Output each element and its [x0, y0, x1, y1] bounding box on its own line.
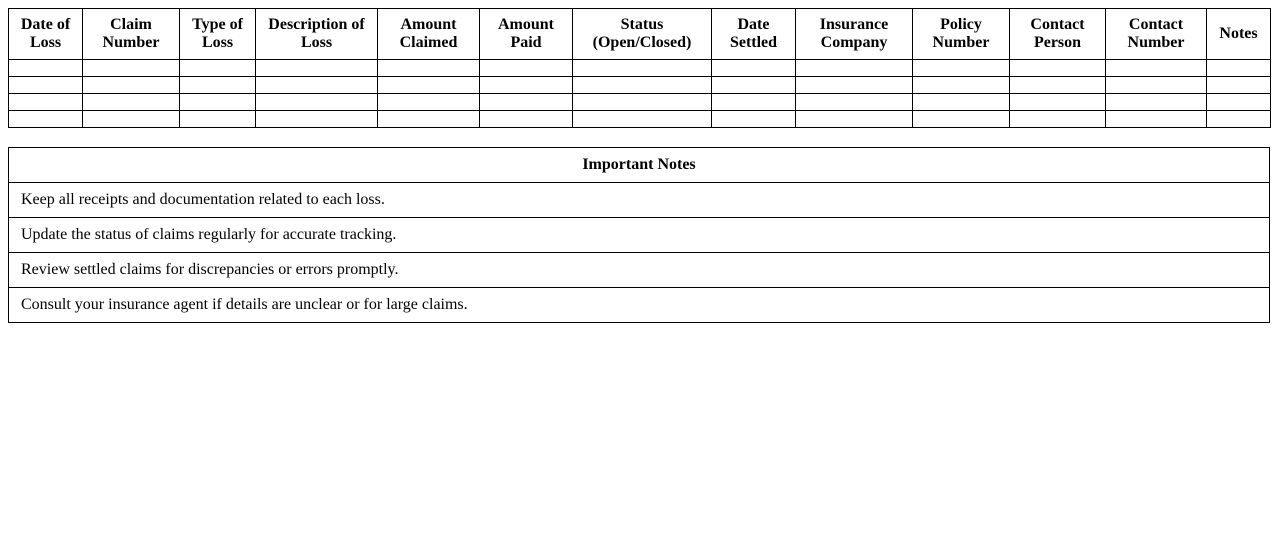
table-cell[interactable] [83, 94, 180, 111]
notes-title: Important Notes [9, 148, 1270, 183]
table-cell[interactable] [180, 94, 256, 111]
table-cell[interactable] [480, 94, 573, 111]
table-cell[interactable] [712, 77, 796, 94]
table-cell[interactable] [913, 94, 1010, 111]
important-notes-table [8, 147, 1270, 323]
table-cell[interactable] [180, 111, 256, 128]
table-cell[interactable] [1207, 60, 1271, 77]
table-cell[interactable] [1010, 111, 1106, 128]
note-item: Review settled claims for discrepancies or errors promptly. [9, 253, 1270, 288]
table-cell[interactable] [573, 111, 712, 128]
table-cell[interactable] [1106, 111, 1207, 128]
table-cell[interactable] [83, 60, 180, 77]
header-status: Status (Open/Closed) [573, 9, 712, 60]
table-cell[interactable] [480, 60, 573, 77]
notes-row [9, 253, 1270, 288]
header-date-settled: Date Settled [712, 9, 796, 60]
table-row [9, 60, 1271, 77]
header-contact-person: Contact Person [1010, 9, 1106, 60]
table-cell[interactable] [480, 111, 573, 128]
table-cell[interactable] [1010, 94, 1106, 111]
table-cell[interactable] [913, 60, 1010, 77]
table-cell[interactable] [378, 60, 480, 77]
table-cell[interactable] [1106, 60, 1207, 77]
table-cell[interactable] [573, 77, 712, 94]
header-contact-number: Contact Number [1106, 9, 1207, 60]
header-claim-number: Claim Number [83, 9, 180, 60]
table-cell[interactable] [256, 111, 378, 128]
table-cell[interactable] [9, 60, 83, 77]
table-cell[interactable] [573, 94, 712, 111]
table-cell[interactable] [256, 60, 378, 77]
header-amount-paid: Amount Paid [480, 9, 573, 60]
claims-header-row [9, 9, 1271, 60]
table-cell[interactable] [1010, 60, 1106, 77]
table-row [9, 94, 1271, 111]
table-cell[interactable] [1207, 77, 1271, 94]
table-cell[interactable] [712, 94, 796, 111]
header-insurance-company: Insurance Company [796, 9, 913, 60]
table-cell[interactable] [796, 94, 913, 111]
table-cell[interactable] [1207, 111, 1271, 128]
table-cell[interactable] [83, 111, 180, 128]
table-cell[interactable] [712, 60, 796, 77]
note-item: Update the status of claims regularly for accurate tracking. [9, 218, 1270, 253]
header-notes: Notes [1207, 9, 1271, 60]
table-cell[interactable] [378, 94, 480, 111]
table-cell[interactable] [83, 77, 180, 94]
table-cell[interactable] [913, 77, 1010, 94]
table-cell[interactable] [256, 77, 378, 94]
table-cell[interactable] [796, 111, 913, 128]
table-cell[interactable] [256, 94, 378, 111]
table-cell[interactable] [9, 111, 83, 128]
table-cell[interactable] [9, 94, 83, 111]
table-cell[interactable] [9, 77, 83, 94]
table-cell[interactable] [378, 111, 480, 128]
table-cell[interactable] [378, 77, 480, 94]
table-cell[interactable] [1106, 94, 1207, 111]
table-cell[interactable] [712, 111, 796, 128]
notes-row [9, 218, 1270, 253]
table-cell[interactable] [1010, 77, 1106, 94]
table-row [9, 77, 1271, 94]
table-cell[interactable] [796, 60, 913, 77]
header-amount-claimed: Amount Claimed [378, 9, 480, 60]
claims-body [9, 60, 1271, 128]
notes-header-row [9, 148, 1270, 183]
table-cell[interactable] [1207, 94, 1271, 111]
note-item: Keep all receipts and documentation related to each loss. [9, 183, 1270, 218]
table-cell[interactable] [573, 60, 712, 77]
header-description-of-loss: Description of Loss [256, 9, 378, 60]
header-policy-number: Policy Number [913, 9, 1010, 60]
claims-table [8, 8, 1271, 128]
table-cell[interactable] [913, 111, 1010, 128]
note-item: Consult your insurance agent if details are unclear or for large claims. [9, 288, 1270, 323]
header-date-of-loss: Date of Loss [9, 9, 83, 60]
table-spacer [8, 128, 1270, 147]
notes-row [9, 183, 1270, 218]
table-cell[interactable] [796, 77, 913, 94]
table-cell[interactable] [1106, 77, 1207, 94]
notes-row [9, 288, 1270, 323]
header-type-of-loss: Type of Loss [180, 9, 256, 60]
table-cell[interactable] [180, 77, 256, 94]
table-cell[interactable] [480, 77, 573, 94]
page-content [8, 8, 1270, 323]
table-cell[interactable] [180, 60, 256, 77]
table-row [9, 111, 1271, 128]
